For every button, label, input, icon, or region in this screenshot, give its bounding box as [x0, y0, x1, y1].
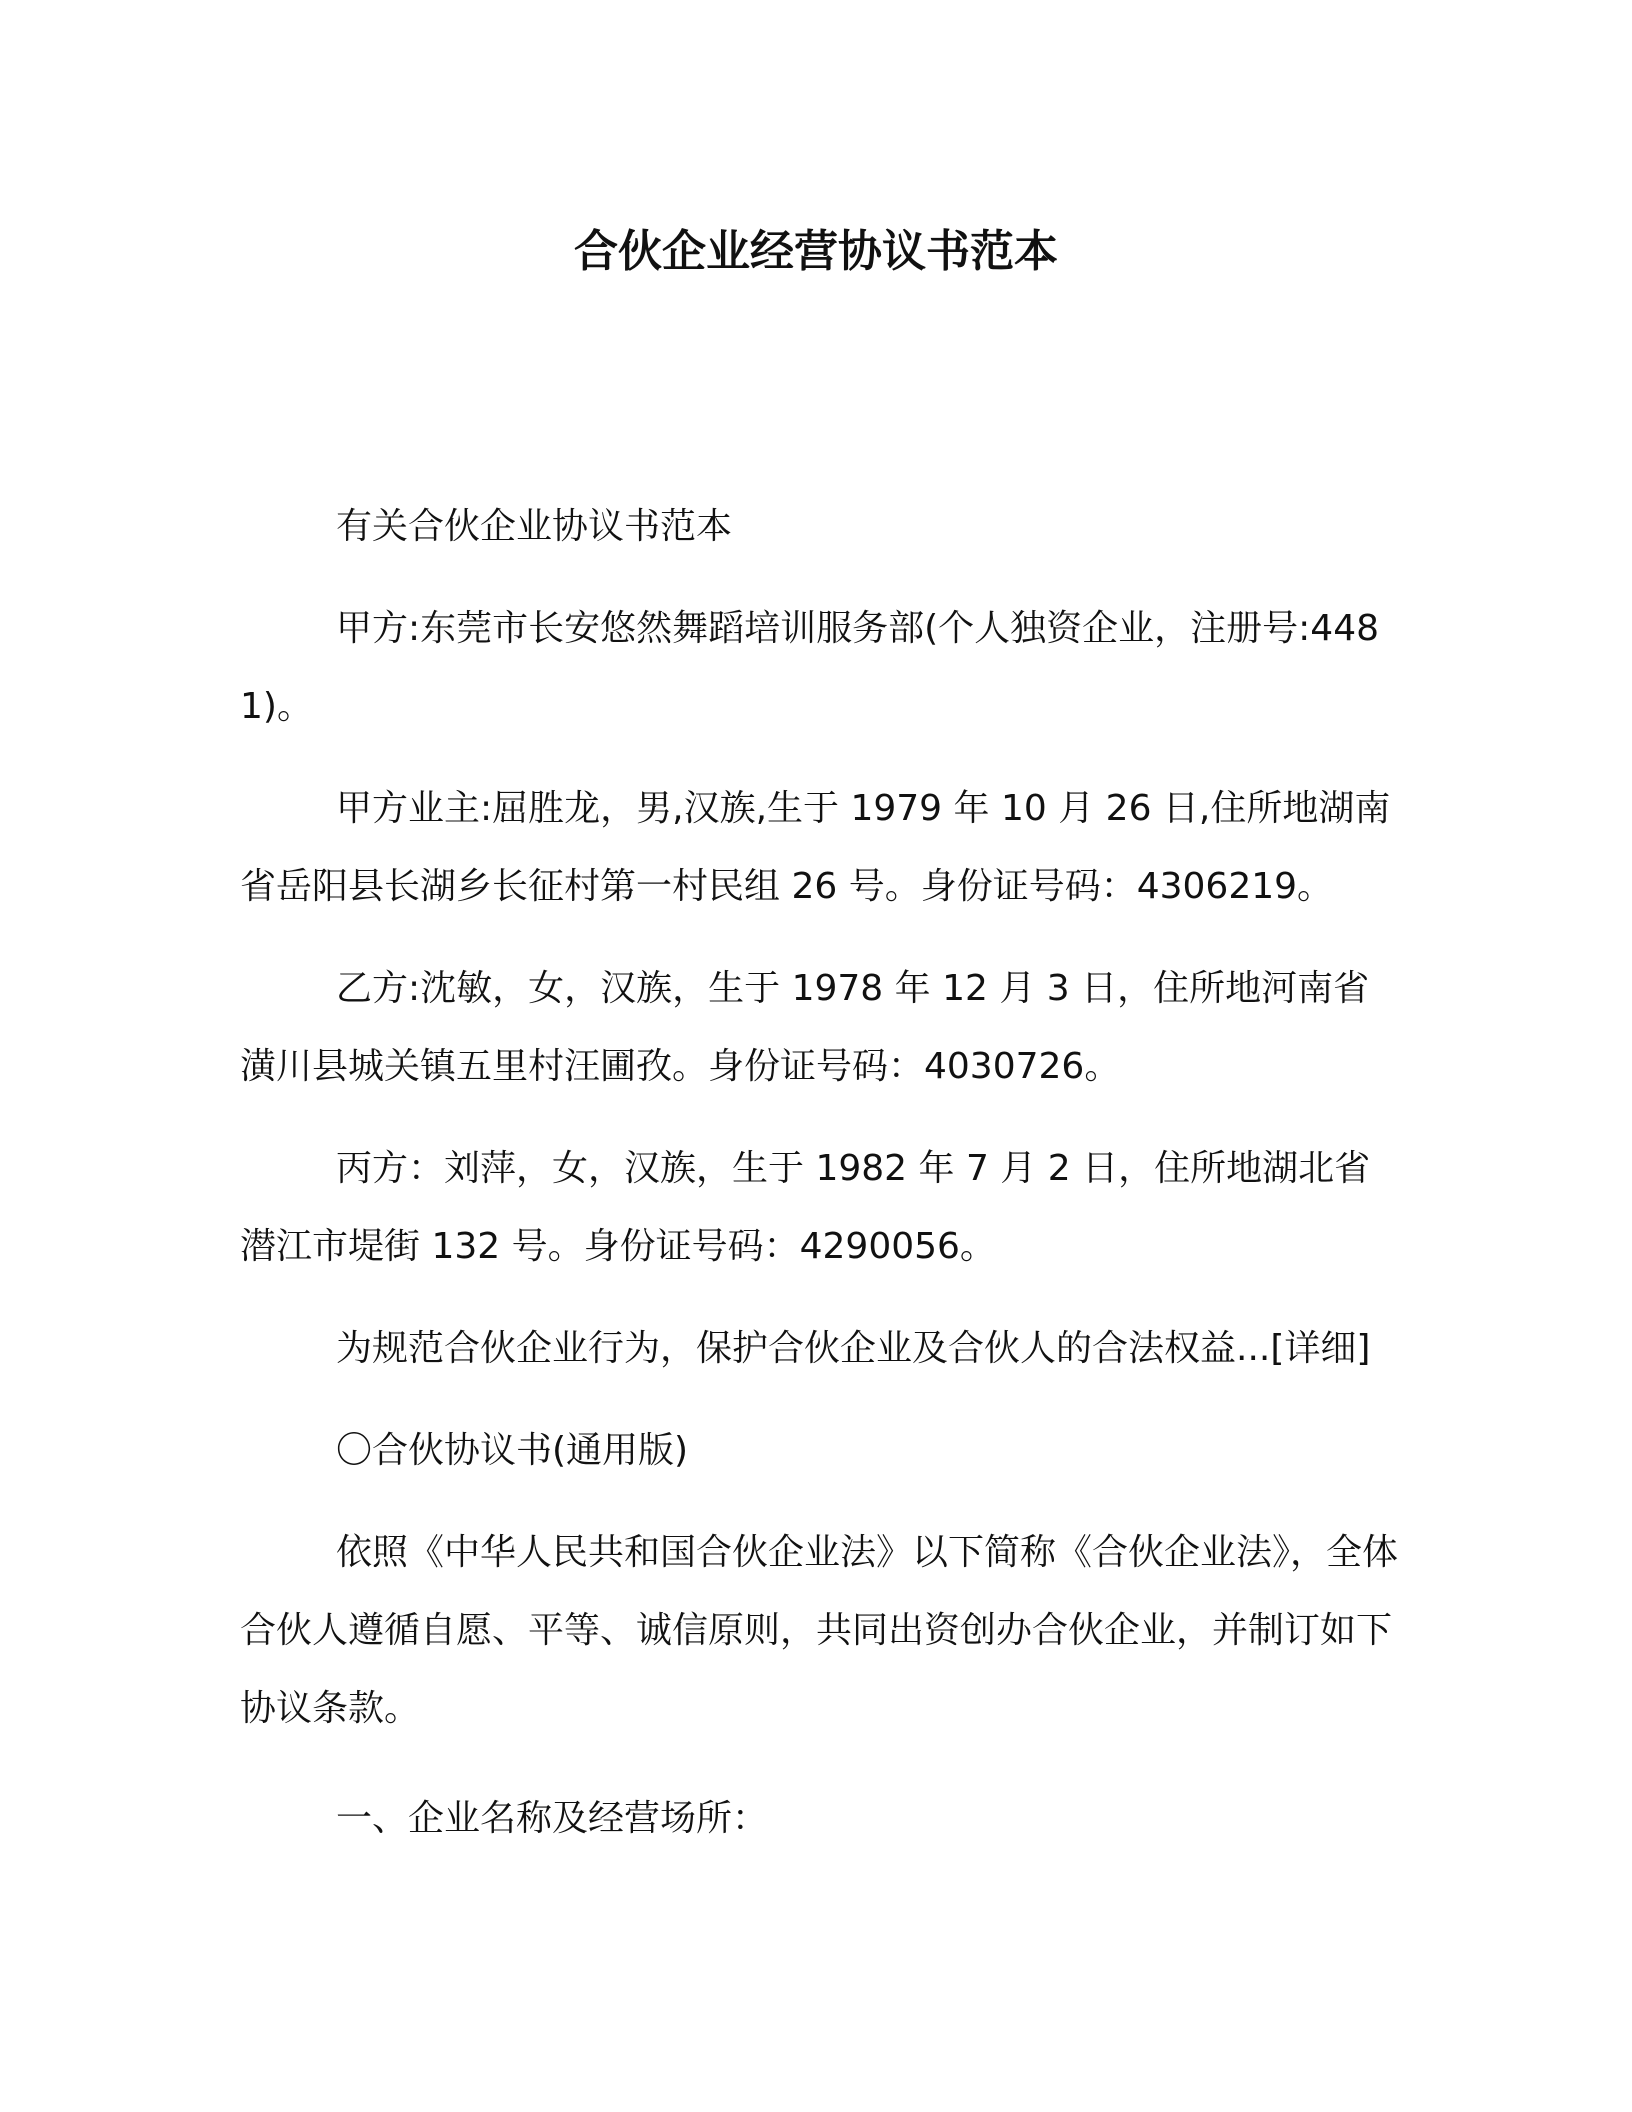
paragraph-section-one: 一、企业名称及经营场所： [336, 1798, 769, 1839]
paragraph-party-a-owner: 甲方业主:屈胜龙，男,汉族,生于 1979 年 10 月 26 日,住所地湖南省岳阳县长湖乡长征村第一村民组 26 号。身份证号码：4306219。 [240, 788, 1391, 907]
document-body [240, 488, 1400, 1882]
paragraph-general-version: 〇合伙协议书(通用版) [336, 1430, 689, 1471]
paragraph-purpose: 为规范合伙企业行为，保护合伙企业及合伙人的合法权益...[详细] [336, 1328, 1371, 1369]
paragraph-intro: 有关合伙企业协议书范本 [336, 506, 733, 547]
document-title: 合伙企业经营协议书范本 [574, 226, 1058, 277]
paragraph-party-c: 丙方：刘萍，女，汉族，生于 1982 年 7 月 2 日，住所地湖北省潜江市堤街 132 号。身份证号码：4290056。 [240, 1148, 1371, 1267]
paragraph-party-a: 甲方:东莞市长安悠然舞蹈培训服务部(个人独资企业，注册号:4481)。 [240, 608, 1380, 727]
paragraph-party-b: 乙方:沈敏，女，汉族，生于 1978 年 12 月 3 日，住所地河南省潢川县城关镇五里村汪圃孜。身份证号码：4030726。 [240, 968, 1370, 1087]
paragraph-legal-basis: 依照《中华人民共和国合伙企业法》以下简称《合伙企业法》，全体合伙人遵循自愿、平等、诚信原则，共同出资创办合伙企业，并制订如下协议条款。 [240, 1532, 1399, 1729]
